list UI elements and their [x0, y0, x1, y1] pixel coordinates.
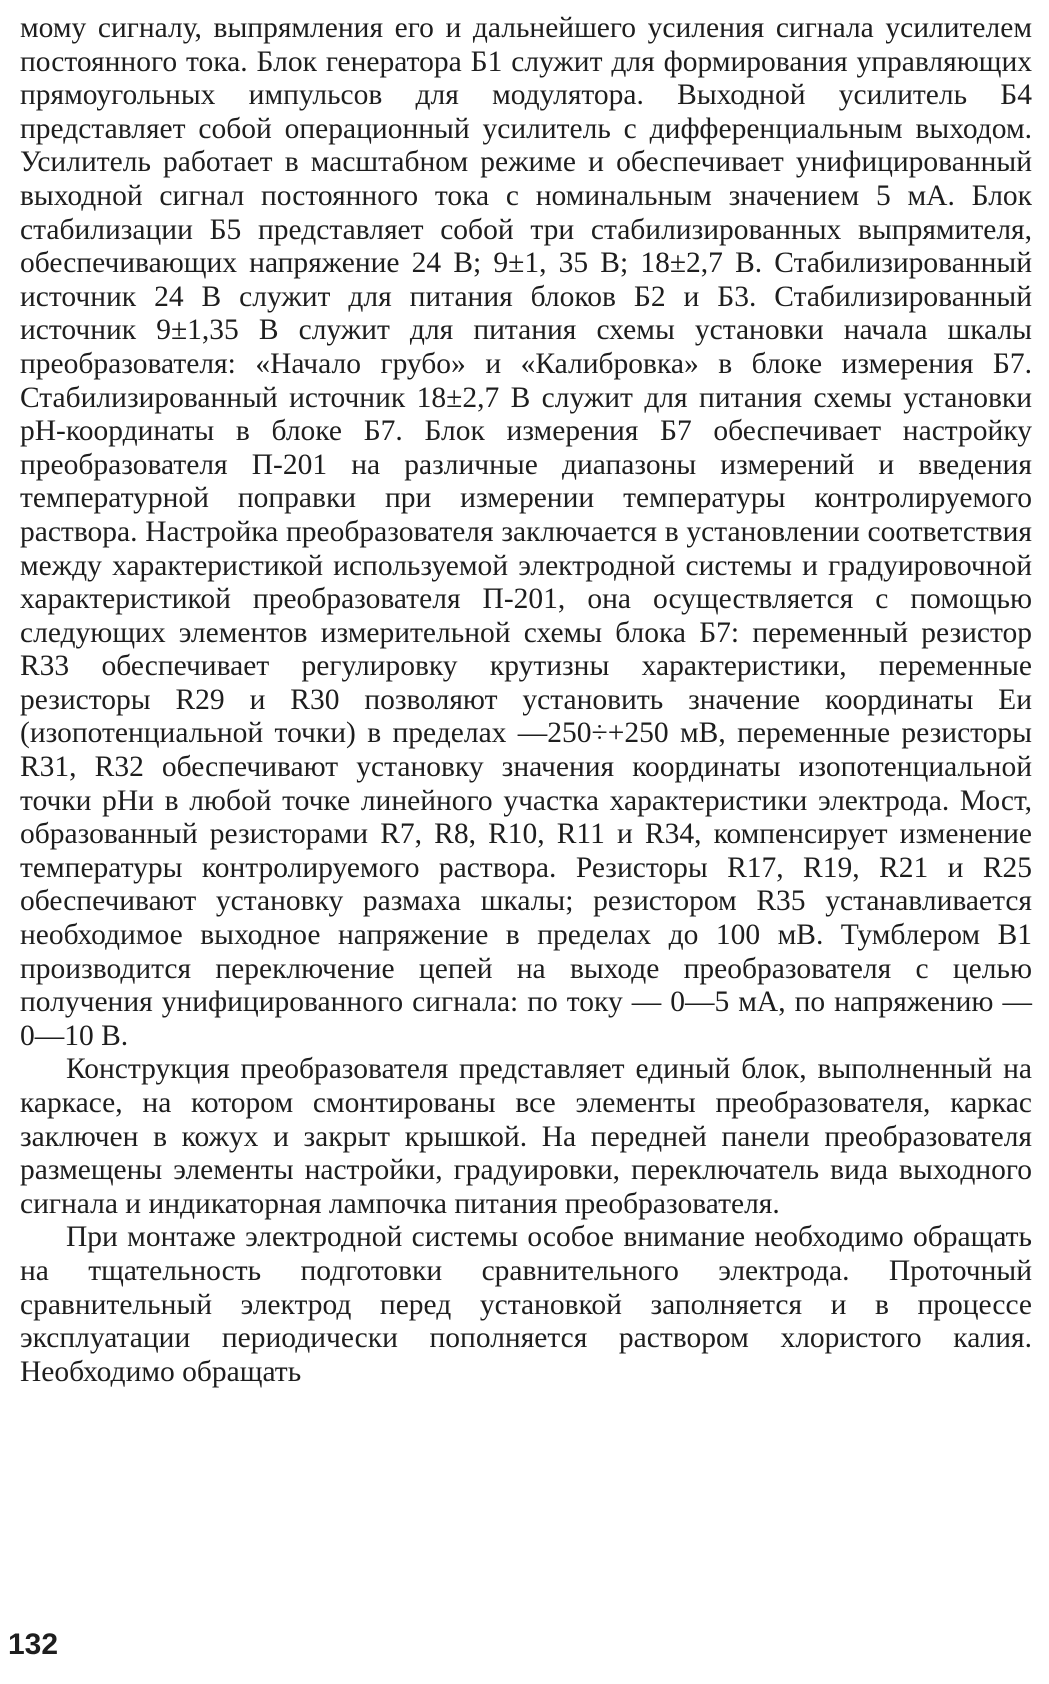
- paragraph-2: Конструкция преобразователя представляет единый блок, выполненный на каркасе, на котором смонтированы все элементы преобразователя, каркас заключен в кожух и закрыт крышкой. На передней панели преобразователя размещены элементы настройки, градуировки, переключатель вида выходного сигнала и индикаторная лампочка питания преобразователя.: [20, 1053, 1032, 1220]
- page-number: 132: [8, 1628, 59, 1661]
- page-body: [20, 12, 1032, 1389]
- paragraph-3: При монтаже электродной системы особое внимание необходимо обращать на тщательность подготовки сравнительного электрода. Проточный сравнительный электрод перед установкой заполняется и в процессе эксплуатации периодически пополняется раствором хлористого калия. Необходимо обращать: [20, 1221, 1032, 1388]
- paragraph-1: мому сигналу, выпрямления его и дальнейшего усиления сигнала усилителем постоянного тока. Блок генератора Б1 служит для формирования управляющих прямоугольных импульсов для модулятора. Выходной усилитель Б4 представляет собой операционный усилитель с дифференциальным выходом. Усилитель работает в масштабном режиме и обеспечивает унифицированный выходной сигнал постоянного тока с номинальным значением 5 мА. Блок стабилизации Б5 представляет собой три стабилизированных выпрямителя, обеспечивающих напряжение 24 В; 9±1, 35 В; 18±2,7 В. Стабилизированный источник 24 В служит для питания блоков Б2 и Б3. Стабилизированный источник 9±1,35 В служит для питания схемы установки начала шкалы преобразователя: «Начало грубо» и «Калибровка» в блоке измерения Б7. Стабилизированный источник 18±2,7 В служит для питания схемы установки pH-координаты в блоке Б7. Блок измерения Б7 обеспечивает настройку преобразователя П-201 на различные диапазоны измерений и введения температурной поправки при измерении температуры контролируемого раствора. Настройка преобразователя заключается в установлении соответствия между характеристикой используемой электродной системы и градуировочной характеристикой преобразователя П-201, она осуществляется с помощью следующих элементов измерительной схемы блока Б7: переменный резистор R33 обеспечивает регулировку крутизны характеристики, переменные резисторы R29 и R30 позволяют установить значение координаты Eи (изопотенциальной точки) в пределах —250÷+250 мВ, переменные резисторы R31, R32 обеспечивают установку значения координаты изопотенциальной точки pHи в любой точке линейного участка характеристики электрода. Мост, образованный резисторами R7, R8, R10, R11 и R34, компенсирует изменение температуры контролируемого раствора. Резисторы R17, R19, R21 и R25 обеспечивают установку размаха шкалы; резистором R35 устанавливается необходимое выходное напряжение в пределах до 100 мВ. Тумблером B1 производится переключение цепей на выходе преобразователя с целью получения унифицированного сигнала: по току — 0—5 мА, по напряжению — 0—10 В.: [20, 12, 1032, 1052]
